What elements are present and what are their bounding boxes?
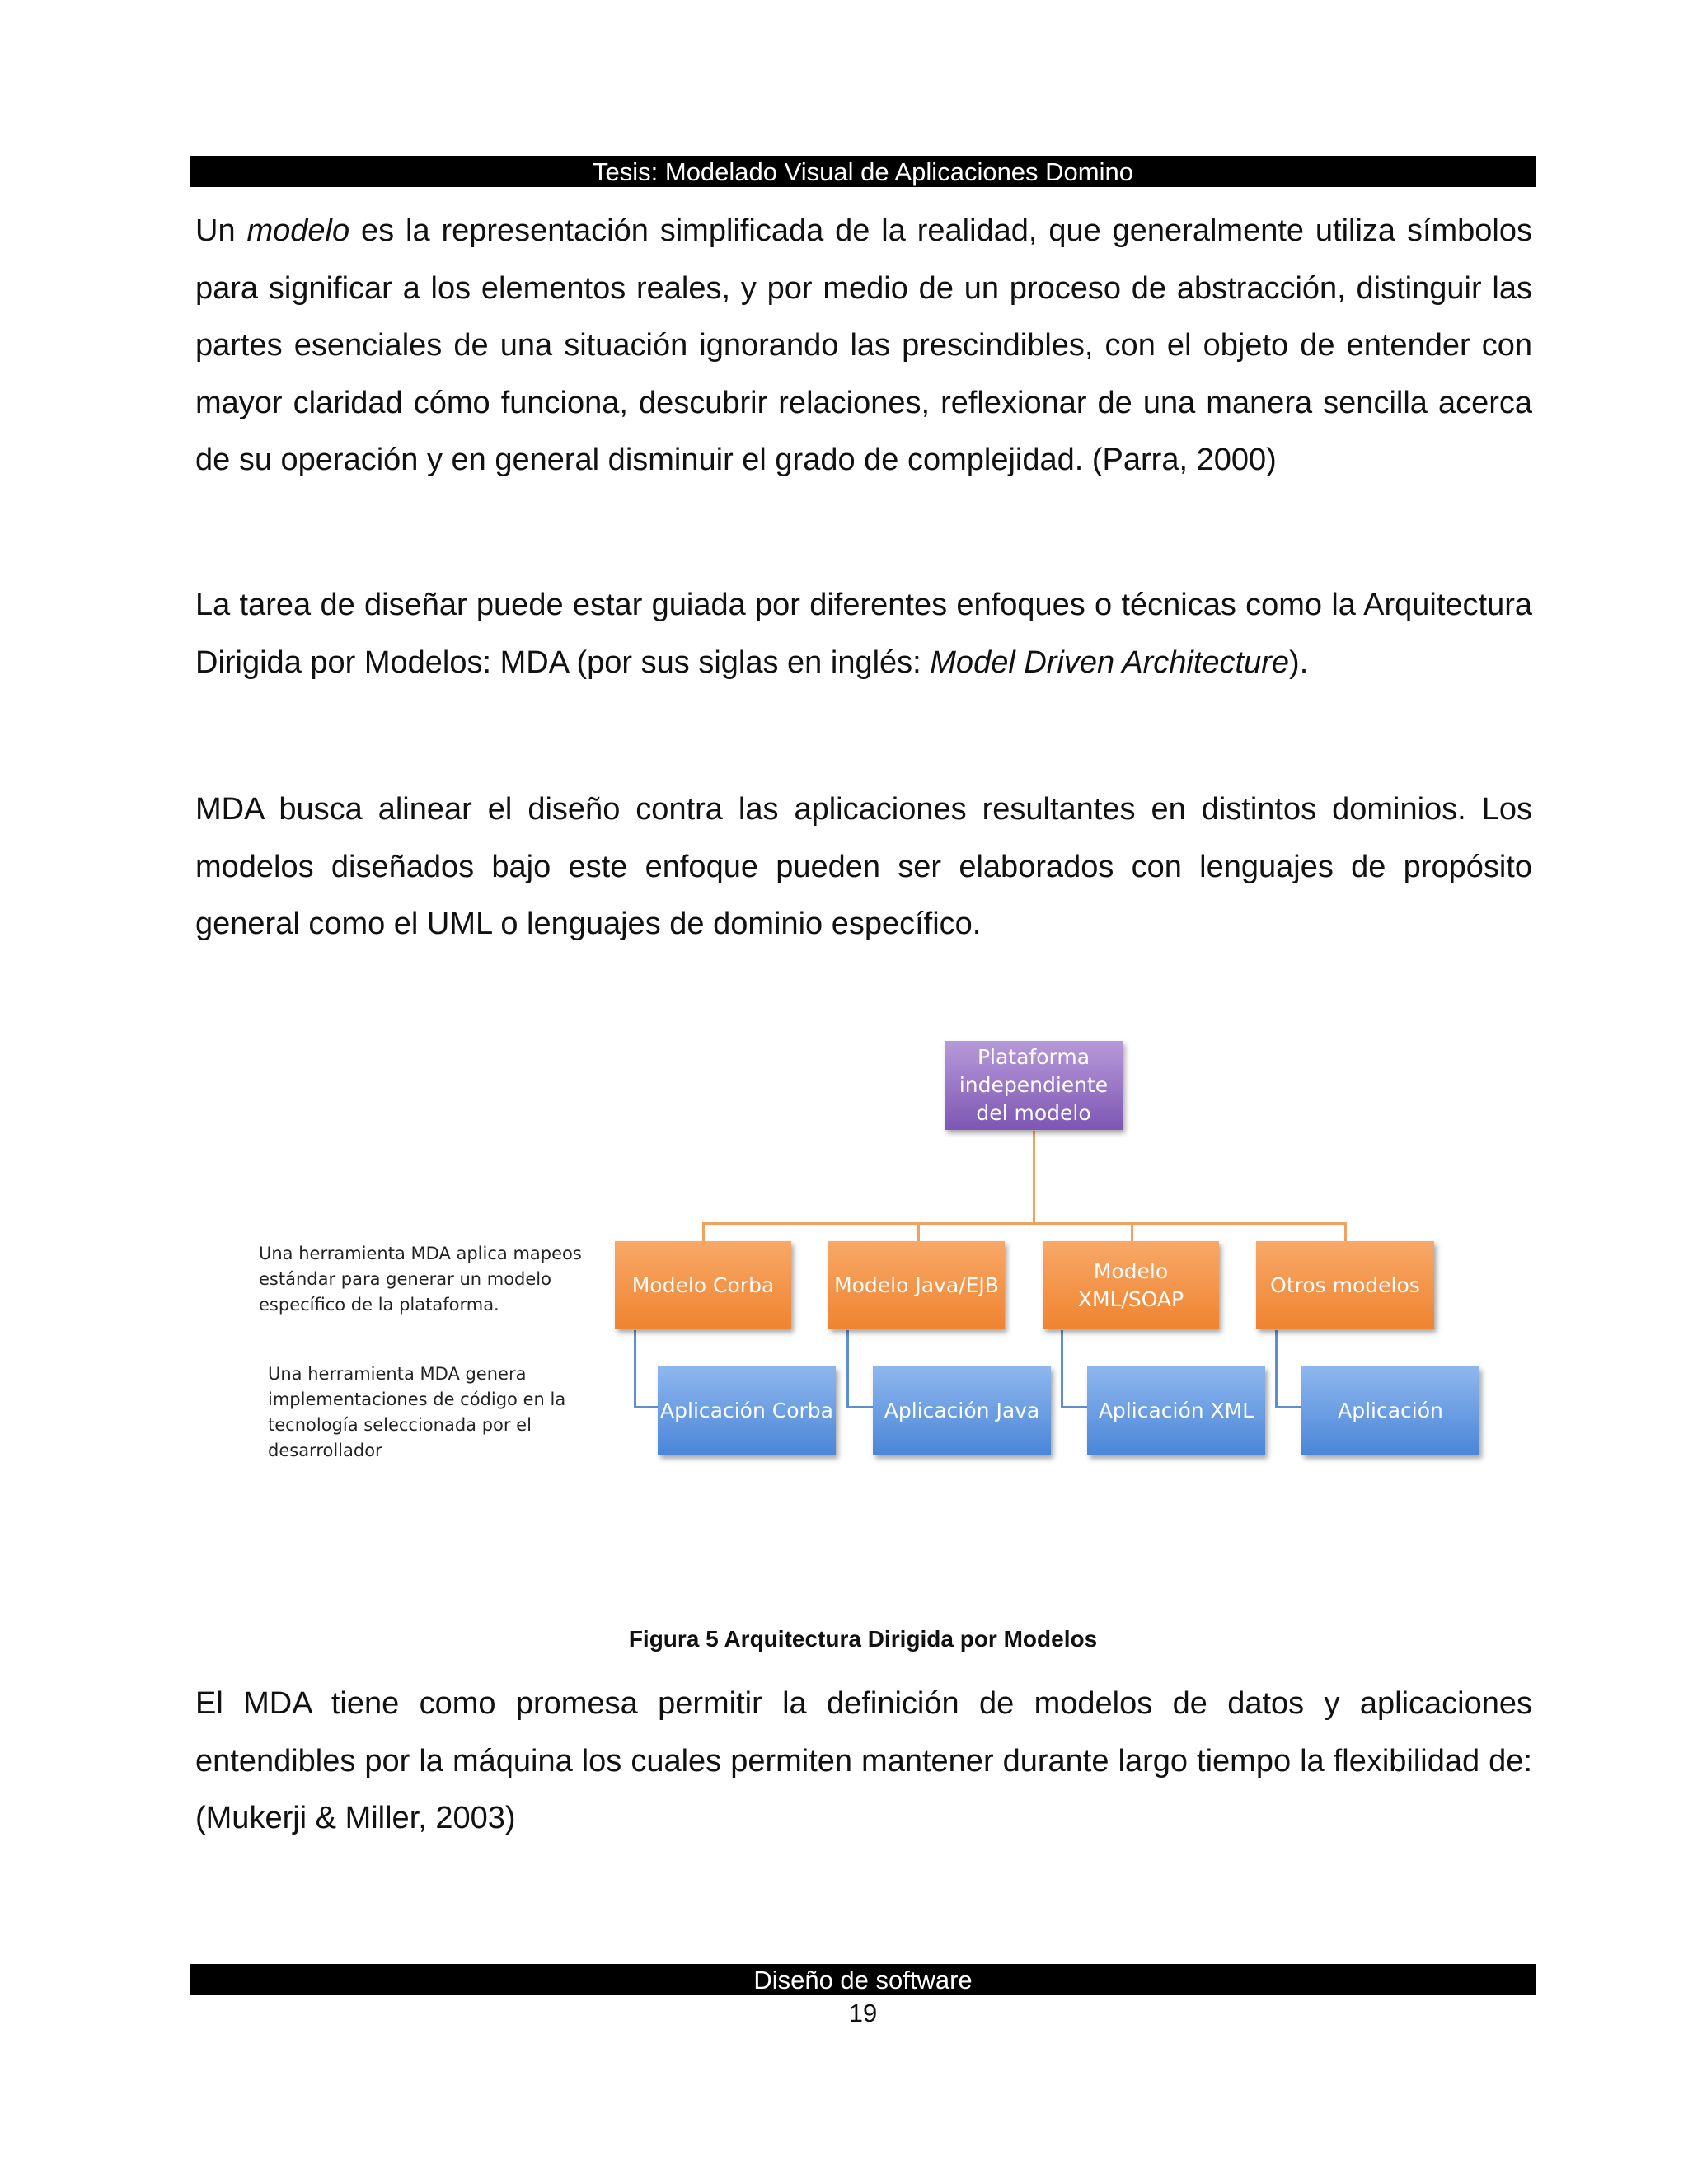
running-footer: Diseño de software xyxy=(190,1964,1536,1995)
connector-drop xyxy=(1131,1222,1133,1242)
connector-drop xyxy=(917,1222,920,1242)
node-other-models: Otros modelos xyxy=(1256,1241,1434,1329)
connector-drop xyxy=(702,1222,705,1242)
node-app-other: Aplicación xyxy=(1301,1366,1479,1455)
note-code-generation: Una herramienta MDA genera implementaciones de código en la tecnología seleccionada por el desarrollador xyxy=(268,1364,566,1460)
paragraph-design-approaches xyxy=(195,577,1532,691)
emphasis-term: Model Driven Architecture xyxy=(930,644,1290,680)
node-model-java-ejb: Modelo Java/EJB xyxy=(828,1241,1005,1329)
node-model-corba: Modelo Corba xyxy=(615,1241,791,1329)
note-standard-mapping: Una herramienta MDA aplica mapeos estándar para generar un modelo específico de la plataforma. xyxy=(259,1244,582,1315)
connector-elbow xyxy=(634,1406,659,1408)
figure-caption: Figura 5 Arquitectura Dirigida por Modelos xyxy=(628,1626,1098,1652)
paragraph-mda-promise: El MDA tiene como promesa permitir la definición de modelos de datos y aplicaciones entendibles por la máquina los cuales permiten mantener durante largo tiempo la flexibilidad de: (Mukerji & Miller, 2003) xyxy=(195,1686,1532,1835)
connector-elbow xyxy=(1061,1330,1063,1408)
text-run: La tarea de diseñar puede estar guiada por diferentes enfoques o técnicas como la Arquitectura Dirigida por Modelos: MDA (por sus siglas en inglés: xyxy=(195,588,1532,680)
connector-elbow xyxy=(1275,1406,1302,1408)
text-run: es la representación simplificada de la realidad, que generalmente utiliza símbolos para significar a los elementos reales, y por medio de un proceso de abstracción, distinguir las partes esenciales de una situación ignorando las prescindibles, con el objeto de entender con mayor claridad cómo funciona, descubrir relaciones, reflexionar de una manera sencilla acerca de su operación y en general disminuir el grado de complejidad. (Parra, 2000) xyxy=(195,213,1532,477)
connector-elbow xyxy=(846,1330,849,1408)
connector-drop xyxy=(1344,1222,1347,1242)
connector-elbow xyxy=(634,1330,636,1408)
connector-root-trunk xyxy=(1033,1131,1035,1223)
connector-elbow xyxy=(1275,1330,1278,1408)
text-run: Un xyxy=(195,213,247,248)
connector-elbow xyxy=(846,1406,874,1408)
connector-horizontal-bus xyxy=(702,1222,1347,1225)
node-app-corba: Aplicación Corba xyxy=(658,1366,836,1455)
node-app-java: Aplicación Java xyxy=(873,1366,1051,1455)
page-number: 19 xyxy=(848,1999,878,2027)
node-app-xml: Aplicación XML xyxy=(1087,1366,1265,1455)
running-header: Tesis: Modelado Visual de Aplicaciones Domino xyxy=(190,156,1536,187)
paragraph-mda-alignment: MDA busca alinear el diseño contra las aplicaciones resultantes en distintos dominios. Los modelos diseñados bajo este enfoque pueden ser elaborados con lenguajes de propósito general como el UML o lenguajes de dominio específico. xyxy=(195,792,1532,941)
emphasis-term: modelo xyxy=(246,213,350,248)
paragraph-model-definition xyxy=(195,203,1532,490)
node-model-xml-soap: Modelo XML/SOAP xyxy=(1043,1241,1219,1329)
connector-elbow xyxy=(1061,1406,1088,1408)
node-platform-independent-model: Plataforma independiente del modelo xyxy=(945,1041,1123,1130)
text-run: ). xyxy=(1289,644,1309,680)
